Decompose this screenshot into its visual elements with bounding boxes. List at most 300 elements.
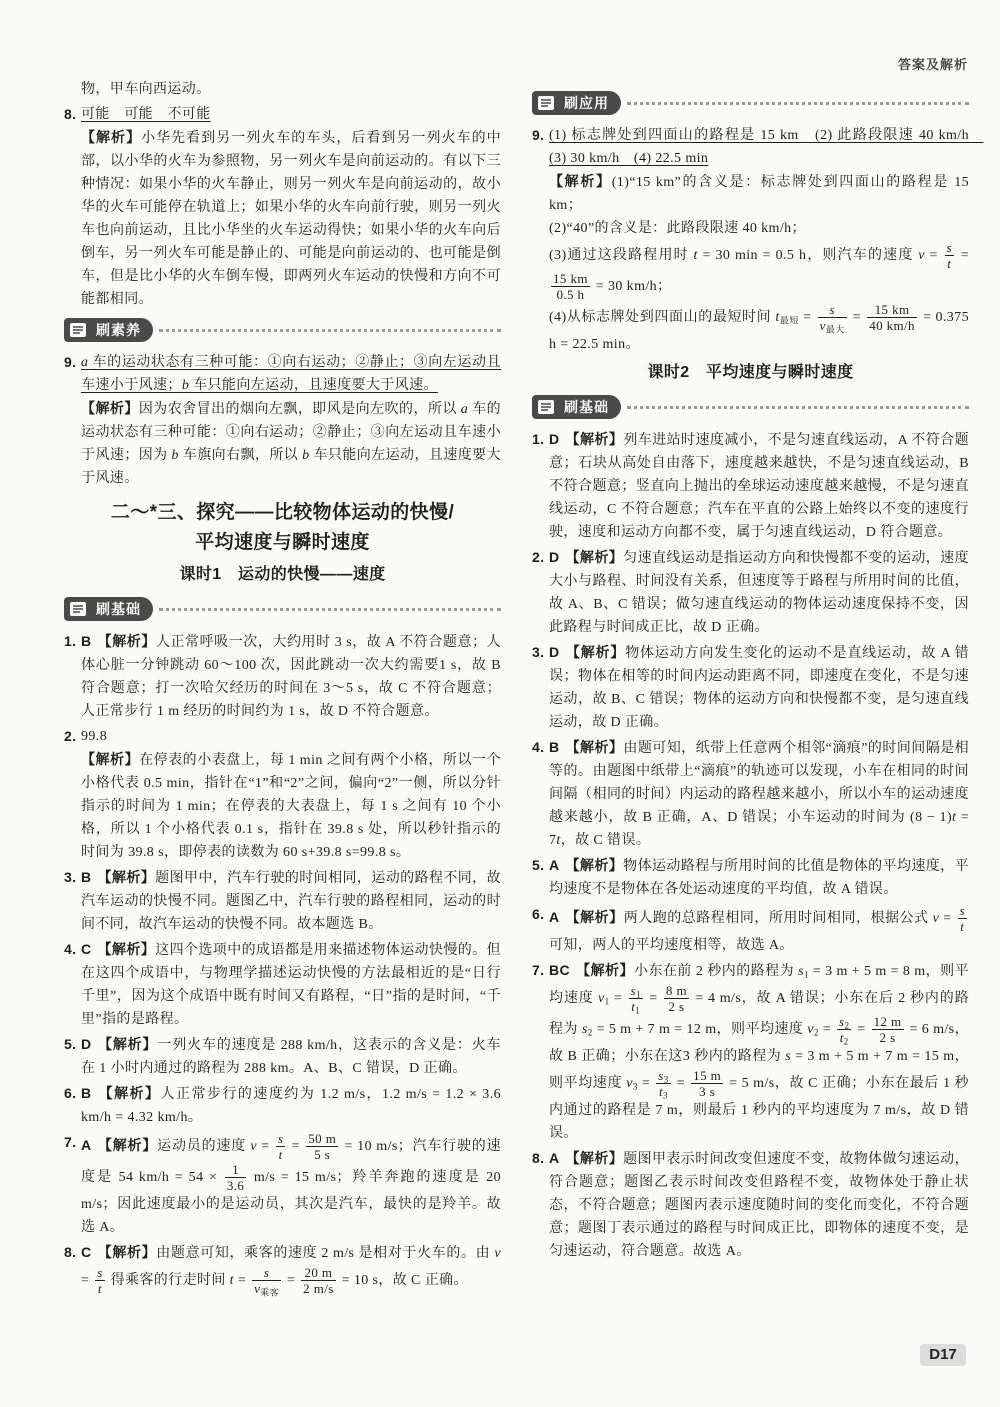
fraction-numerator — [945, 240, 954, 256]
text-run: 50 m — [308, 1131, 337, 1146]
answer-text — [532, 170, 969, 217]
math-variable — [659, 1084, 668, 1099]
answer-body — [81, 729, 107, 744]
text-run: 99.8 — [81, 729, 108, 744]
answer-item — [532, 428, 969, 544]
fraction — [301, 1265, 336, 1296]
answer-label: D — [549, 644, 560, 660]
section-badge — [64, 317, 501, 343]
text-run: = — [848, 309, 866, 325]
variable-symbol: t — [658, 1084, 663, 1099]
variable-symbol: a — [81, 355, 89, 370]
variable-symbol: s — [829, 302, 835, 317]
badge-label: 刷素养 — [96, 321, 141, 338]
variable-subscript: 1 — [604, 996, 610, 1007]
text-run: = — [799, 309, 816, 325]
text-run: = — [853, 1021, 870, 1037]
answer-body — [81, 871, 501, 932]
answer-item — [64, 103, 501, 126]
answer-label: 【解析】 — [565, 857, 624, 873]
text-run: 15 km — [874, 302, 910, 317]
variable-subscript: 1 — [635, 1005, 641, 1016]
item-number: 9. — [532, 127, 545, 143]
math-variable — [807, 1022, 819, 1037]
math-variable — [918, 248, 925, 263]
fraction — [958, 903, 967, 934]
text-run: = — [81, 1272, 94, 1288]
answer-body — [81, 943, 501, 1027]
text-run: 2 s — [879, 1030, 896, 1045]
item-number: 8. — [64, 1244, 77, 1260]
badge-label: 刷基础 — [564, 398, 609, 415]
chapter-title — [64, 498, 501, 558]
section-badge — [532, 394, 969, 420]
answer-text — [64, 397, 501, 490]
item-number: 7. — [64, 1134, 77, 1150]
text-run: 车只能向左运动，且速度要大于风速。 — [189, 378, 438, 393]
variable-symbol: t — [556, 833, 561, 848]
answer-body — [81, 635, 501, 719]
lesson-title: 课时2 平均速度与瞬时速度 — [647, 364, 854, 381]
text-run: = — [939, 910, 956, 926]
variable-symbol: s — [839, 1014, 845, 1029]
variable-subscript: 3 — [632, 1081, 638, 1092]
fraction-denominator — [867, 318, 917, 333]
variable-symbol: s — [959, 903, 965, 918]
text-run: 在停表的小表盘上，每 1 min 之间有两个小格，所以一个小格代表 0.5 min，指针在“1”和“2”之间，偏向“2”一侧，所以分针指示的时间为 1 min；在停表的大表盘上，每 1 s 之间有 10 个小格，所以 1 个小格代表 0.1 s，指针在 39.8 s 处，所以秒针指示的时间为 39.8 s，即停表的读数为 60 s+39.8 s=99.8 s。 — [81, 753, 501, 860]
text-run: = — [956, 247, 969, 263]
lesson-title: 课时1 运动的快慢——速度 — [179, 566, 386, 583]
fraction-numerator — [95, 1265, 104, 1281]
math-variable — [631, 999, 640, 1014]
math-variable — [960, 903, 965, 918]
answer-body — [81, 1244, 501, 1298]
badge-label: 刷应用 — [564, 94, 609, 111]
answer-label: 【解析】 — [565, 549, 624, 565]
fraction — [691, 1068, 723, 1099]
book-icon — [68, 600, 90, 618]
text-run: 可知，两人的平均速度相等，故选 A。 — [549, 938, 794, 953]
text-run: = 3 m + 5 m + 7 m = 15 m，则平均速度 — [549, 1049, 969, 1091]
variable-symbol: s — [97, 1265, 103, 1280]
math-variable — [171, 448, 178, 463]
item-number: 2. — [532, 549, 545, 565]
answer-label: A — [81, 1136, 92, 1153]
answer-item — [64, 1241, 501, 1296]
math-variable — [264, 1265, 269, 1280]
fraction-denominator — [629, 999, 643, 1014]
math-variable — [658, 1068, 668, 1083]
text-run: m/s = 15 m/s；羚羊奔跑的速度是 20 m/s；因此速度最小的是运动员，其次是汽车，最快的是羚羊。故选 A。 — [81, 1169, 501, 1235]
fraction — [867, 302, 917, 333]
item-number: 3. — [64, 869, 77, 885]
variable-subscript: 2 — [587, 1027, 593, 1038]
fraction-numerator — [818, 302, 847, 318]
answer-text — [64, 78, 501, 101]
answer-label: D — [549, 549, 560, 565]
text-run: = — [818, 1021, 835, 1037]
answer-item — [532, 1147, 969, 1263]
text-run: = 10 s，故 C 正确。 — [337, 1272, 468, 1288]
text-run: 2 s — [668, 999, 685, 1014]
variable-subscript: 乘客 — [260, 1287, 280, 1298]
text-run: 题图甲表示时间改变但速度不变，故物体做匀速运动，符合题意；题图乙表示时间改变但路程不变，故物体处于静止状态，不符合题意；题图丙表示速度随时间的变化而变化，不符合题意；题图丁表示通过的路程与时间成正比，即物体的速度不变，是匀速运动，符合题意。故选 A。 — [549, 1152, 969, 1259]
math-variable — [829, 302, 834, 317]
answer-item — [64, 351, 501, 397]
text-run: 1 — [232, 1162, 239, 1177]
answer-text — [532, 217, 969, 240]
text-run: (4)从标志牌处到四面山的最短时间 — [549, 309, 776, 325]
text-run: = 6 m/s，故 B 正确；小东在这3 秒内的路程为 — [549, 1021, 969, 1064]
section-badge — [532, 90, 969, 116]
fraction — [872, 1014, 904, 1045]
answer-label: 【解析】 — [565, 644, 626, 660]
answer-label: 【解析】 — [549, 173, 612, 189]
variable-symbol: v — [819, 318, 826, 333]
text-run: (1) 标志牌处到四面山的路程是 15 km (2) 此路段限速 40 km/h (3) 30 km/h (4) 22.5 min — [549, 128, 984, 166]
answer-item — [532, 736, 969, 852]
dotted-rule — [159, 329, 501, 332]
variable-symbol: s — [630, 983, 636, 998]
item-number: 2. — [64, 728, 77, 744]
fraction — [945, 240, 954, 271]
fraction-numerator — [276, 1131, 285, 1147]
text-run: 车的运动状态有三种可能：①向右运动；②静止；③向左运动且车速小于风速；因为 — [81, 402, 501, 463]
chapter-title-line: 二～*三、探究——比较物体运动的快慢/ — [110, 502, 455, 523]
text-run: = — [256, 1138, 274, 1154]
item-number: 3. — [532, 644, 545, 660]
text-run: (1)“15 km”的含义是：标志牌处到四面山的路程是 15 km； — [549, 175, 969, 213]
text-run: 物体运动路程与所用时间的比值是物体的平均速度，平均速度不是物体在各处运动速度的平均值，故 A 错误。 — [549, 859, 969, 897]
answer-body — [549, 551, 969, 635]
text-run: = 10 m/s；汽车行驶的速度是 54 km/h = 54 × — [81, 1138, 501, 1185]
answer-label: 【解析】 — [97, 1085, 161, 1101]
math-variable — [98, 1281, 102, 1296]
variable-symbol: s — [946, 240, 952, 255]
answer-body — [81, 82, 211, 97]
dotted-rule — [627, 102, 969, 105]
dotted-rule — [159, 608, 501, 611]
answer-label: D — [81, 1036, 92, 1052]
variable-symbol: s — [581, 1021, 588, 1037]
variable-symbol: t — [229, 1272, 234, 1288]
answer-label: 【解析】 — [565, 431, 624, 447]
text-run: 车只能向左运动，且速度要大于风速。 — [81, 448, 501, 486]
answer-item — [532, 546, 969, 639]
item-number: 4. — [64, 941, 77, 957]
fraction — [551, 271, 590, 302]
text-run: 两人跑的总路程相同，所用时间相同，根据公式 — [623, 910, 933, 926]
text-run: = 5 m + 7 m = 12 m，则平均速度 — [592, 1021, 808, 1037]
math-variable — [302, 448, 309, 463]
text-run: 物，甲车向西运动。 — [81, 82, 211, 97]
answer-item — [532, 903, 969, 957]
fraction-denominator — [958, 919, 967, 934]
item-number: 6. — [64, 1085, 77, 1101]
running-header: 答案及解析 — [897, 57, 968, 72]
answer-label: B — [549, 739, 560, 755]
variable-symbol: s — [263, 1265, 270, 1280]
answer-item — [532, 124, 984, 170]
page-number: D17 — [920, 1344, 966, 1366]
math-variable — [798, 964, 809, 979]
answer-item — [532, 641, 969, 734]
math-variable — [626, 1076, 638, 1091]
badge-label: 刷基础 — [96, 600, 141, 617]
variable-symbol: s — [798, 964, 804, 979]
text-run: = — [672, 1075, 690, 1091]
answer-body — [81, 1131, 501, 1235]
left-column — [64, 78, 501, 1296]
math-variable — [631, 983, 641, 998]
answer-body — [549, 741, 969, 848]
answer-body — [81, 1087, 501, 1125]
fraction — [656, 1068, 670, 1099]
variable-symbol: t — [775, 309, 780, 325]
fraction-denominator — [252, 1281, 281, 1296]
text-run: 40 km/h — [869, 318, 915, 333]
answer-body — [549, 903, 969, 953]
text-run: = 30 km/h； — [591, 278, 672, 294]
answer-body — [549, 1152, 969, 1259]
text-run: = — [287, 1138, 305, 1154]
fraction — [252, 1265, 281, 1296]
fraction — [629, 983, 643, 1014]
text-run: 0.5 h — [556, 287, 585, 302]
text-run: 物体运动方向发生变化的运动不是直线运动，故 A 错误；物体在相等的时间内运动距离不同，即速度在变化，不是匀速运动，故 B、C 错误；物体的运动方向和快慢都不变，是匀速直线运动，故 D 正确。 — [549, 646, 969, 730]
math-variable — [947, 240, 952, 255]
text-run: 列车进站时速度减小，不是匀速直线运动，A 不符合题意；石块从高处自由落下，速度越来越快，不是匀速直线运动，B 不符合题意；竖直向上抛出的垒球运动速度越来越慢，不是匀速直线运动，C 不符合题意；汽车在平直的公路上始终以不变的速度行驶，速度和运动方向都不变，属于匀速直线运动，D 符合题意。 — [549, 433, 969, 540]
answer-item — [532, 854, 969, 901]
text-run: 人正常步行的速度约为 1.2 m/s，1.2 m/s = 1.2 × 3.6 km/h = 4.32 km/h。 — [81, 1087, 501, 1125]
item-number: 7. — [532, 962, 545, 978]
variable-symbol: t — [97, 1281, 102, 1296]
variable-symbol: t — [947, 256, 952, 271]
answer-label: 【解析】 — [81, 129, 142, 145]
badge-tab — [64, 597, 153, 621]
fraction — [664, 983, 689, 1014]
variable-subscript: 最大 — [825, 324, 845, 335]
fraction-numerator — [629, 983, 643, 999]
variable-subscript: 1 — [803, 969, 809, 980]
text-run: ，故 C 错误。 — [560, 833, 651, 848]
text-run: 因为农舍冒出的烟向左飘，即风是向左吹的，所以 — [138, 402, 461, 417]
answer-text — [532, 240, 969, 302]
text-run: 这四个选项中的成语都是用来描述物体运动快慢的。但在这四个成语中，与物理学描述运动快慢的方法最相近的是“日行千里”，因为这个成语中既有时间又有路程，“日”指的是时间，“千里”指的是路程。 — [81, 943, 501, 1027]
book-icon — [536, 398, 558, 416]
variable-symbol: v — [494, 1246, 501, 1261]
answer-body — [549, 302, 969, 352]
answer-label: 【解析】 — [565, 739, 624, 755]
text-run: 2 m/s — [303, 1281, 334, 1296]
fraction-numerator — [867, 302, 917, 318]
fraction-numerator — [958, 903, 967, 919]
fraction — [818, 302, 847, 333]
text-run: 8 m — [665, 983, 687, 998]
item-number: 1. — [64, 633, 77, 649]
text-run: 20 m — [304, 1265, 333, 1280]
answer-label: 【解析】 — [97, 869, 156, 885]
item-number: 6. — [532, 906, 545, 922]
answer-label: 【解析】 — [81, 751, 140, 767]
variable-symbol: t — [631, 999, 636, 1014]
text-run: = 7 — [549, 810, 969, 848]
answer-label: C — [81, 941, 92, 957]
math-variable — [820, 318, 845, 333]
variable-subscript: 3 — [663, 1090, 668, 1101]
fraction-denominator — [837, 1030, 851, 1045]
text-run: = — [637, 1075, 655, 1091]
fraction-denominator — [301, 1281, 336, 1296]
fraction-denominator — [95, 1281, 104, 1296]
item-number: 9. — [64, 354, 77, 370]
badge-tab — [532, 91, 621, 115]
text-run: 由题意可知，乘客的速度 2 m/s 是相对于火车的。由 — [156, 1246, 495, 1261]
fraction-numerator — [664, 983, 689, 999]
text-run: 5 s — [314, 1147, 331, 1162]
item-number: 8. — [64, 106, 77, 122]
text-run: 得乘客的行走时间 — [106, 1272, 230, 1288]
answer-body — [549, 128, 983, 166]
answer-item — [532, 959, 969, 1145]
fraction-denominator — [306, 1147, 338, 1162]
math-variable — [254, 1281, 279, 1296]
book-icon — [536, 94, 558, 112]
answer-body — [81, 1038, 501, 1076]
text-run: 12 m — [873, 1014, 902, 1029]
fraction-numerator — [225, 1162, 246, 1178]
variable-symbol: s — [277, 1131, 284, 1146]
answer-body — [81, 131, 501, 307]
answer-item — [64, 938, 501, 1031]
fraction-denominator — [656, 1084, 670, 1099]
underlined-answer: 可能 可能 不可能 — [81, 107, 211, 122]
text-run: = 30 min = 0.5 h，则汽车的速度 — [697, 247, 919, 263]
answer-label: 【解析】 — [565, 1150, 624, 1166]
fraction-numerator — [306, 1131, 338, 1147]
fraction-numerator — [656, 1068, 670, 1084]
section-badge — [64, 596, 501, 622]
text-run: = — [644, 990, 662, 1006]
answer-item — [64, 866, 501, 936]
answer-body — [549, 433, 969, 540]
fraction-numerator — [872, 1014, 904, 1030]
variable-symbol: v — [918, 247, 925, 263]
variable-symbol: v — [626, 1075, 633, 1091]
variable-symbol: a — [460, 402, 469, 417]
answer-label: 【解析】 — [81, 400, 139, 416]
text-run: = — [283, 1272, 300, 1288]
variable-symbol: b — [171, 448, 179, 463]
variable-subscript: 2 — [813, 1027, 819, 1038]
text-run: 一列火车的速度是 288 km/h，这表示的含义是：火车在 1 小时内通过的路程为 288 km。A、B、C 错误，D 正确。 — [81, 1038, 501, 1076]
variable-symbol: t — [952, 810, 957, 825]
fraction — [276, 1131, 285, 1162]
answer-label: 【解析】 — [565, 908, 624, 925]
answer-item — [64, 1033, 501, 1080]
fraction-numerator — [252, 1265, 281, 1281]
variable-subscript: 1 — [635, 989, 641, 1000]
answer-label: B — [81, 633, 92, 649]
answer-body — [549, 175, 969, 213]
variable-symbol: t — [278, 1147, 283, 1162]
text-run: = — [924, 247, 943, 263]
answer-label: 【解析】 — [97, 941, 156, 957]
answer-body — [549, 240, 969, 302]
variable-symbol: t — [693, 247, 698, 263]
variable-symbol: v — [250, 1138, 257, 1154]
text-run: 题图甲中，汽车行驶的时间相同，运动的路程不同，故汽车运动的快慢不同。题图乙中，汽车行驶的路程相同，运动的时间不同，故汽车运动的快慢不同。故本题选 B。 — [81, 871, 501, 932]
math-variable — [960, 919, 964, 934]
math-variable — [947, 256, 951, 271]
answer-label: B — [81, 1085, 92, 1101]
variable-symbol: s — [658, 1068, 664, 1083]
math-variable — [279, 1147, 283, 1162]
variable-symbol: b — [302, 448, 310, 463]
fraction-denominator — [664, 999, 689, 1014]
answer-body — [549, 221, 806, 236]
item-number: 8. — [532, 1150, 545, 1166]
text-run: (2)“40”的含义是：此路段限速 40 km/h； — [549, 221, 806, 236]
answer-body — [81, 753, 501, 860]
text-run: = 0.375 h = 22.5 min。 — [549, 309, 969, 352]
answer-body — [81, 107, 211, 122]
fraction — [306, 1131, 338, 1162]
text-run: 15 m — [693, 1068, 722, 1083]
math-variable — [494, 1246, 501, 1261]
answer-body — [549, 964, 969, 1141]
variable-symbol: v — [254, 1281, 261, 1296]
fraction-denominator — [276, 1147, 285, 1162]
answer-label: A — [549, 1150, 560, 1166]
answer-label: BC — [549, 962, 571, 978]
book-icon — [68, 321, 90, 339]
fraction-denominator — [872, 1030, 904, 1045]
text-run: = 3 m + 5 m = 8 m，则平均速度 — [549, 964, 969, 1006]
text-run: 小东在前 2 秒内的路程为 — [634, 964, 799, 979]
text-run: = 4 m/s，故 A 错误；小东在后 2 秒内的路程为 — [549, 990, 969, 1037]
answer-label: 【解析】 — [97, 633, 156, 649]
fraction — [837, 1014, 851, 1045]
item-number: 4. — [532, 739, 545, 755]
answer-label: 【解析】 — [97, 1244, 157, 1260]
fraction-denominator — [945, 256, 954, 271]
variable-symbol: s — [785, 1049, 792, 1064]
variable-symbol: t — [839, 1030, 844, 1045]
answer-label: 【解析】 — [576, 962, 635, 978]
answer-label: 【解析】 — [97, 1036, 158, 1052]
answer-label: A — [549, 908, 560, 925]
answer-text — [64, 748, 501, 864]
text-run: 运动员的速度 — [157, 1138, 251, 1154]
answer-text — [64, 126, 501, 311]
math-variable — [97, 1265, 102, 1280]
answer-label: 【解析】 — [97, 1136, 158, 1153]
variable-symbol: v — [932, 910, 940, 926]
variable-subscript: 最短 — [779, 315, 800, 326]
answer-body — [81, 355, 501, 393]
badge-tab — [532, 395, 621, 419]
math-variable — [250, 1139, 257, 1154]
math-variable — [775, 310, 799, 325]
fraction-numerator — [551, 271, 590, 287]
fraction-numerator — [301, 1265, 336, 1281]
answer-label: C — [81, 1244, 92, 1260]
math-variable — [840, 1030, 849, 1045]
fraction — [95, 1265, 104, 1296]
variable-subscript: 2 — [843, 1036, 849, 1047]
item-number: 1. — [532, 431, 545, 447]
